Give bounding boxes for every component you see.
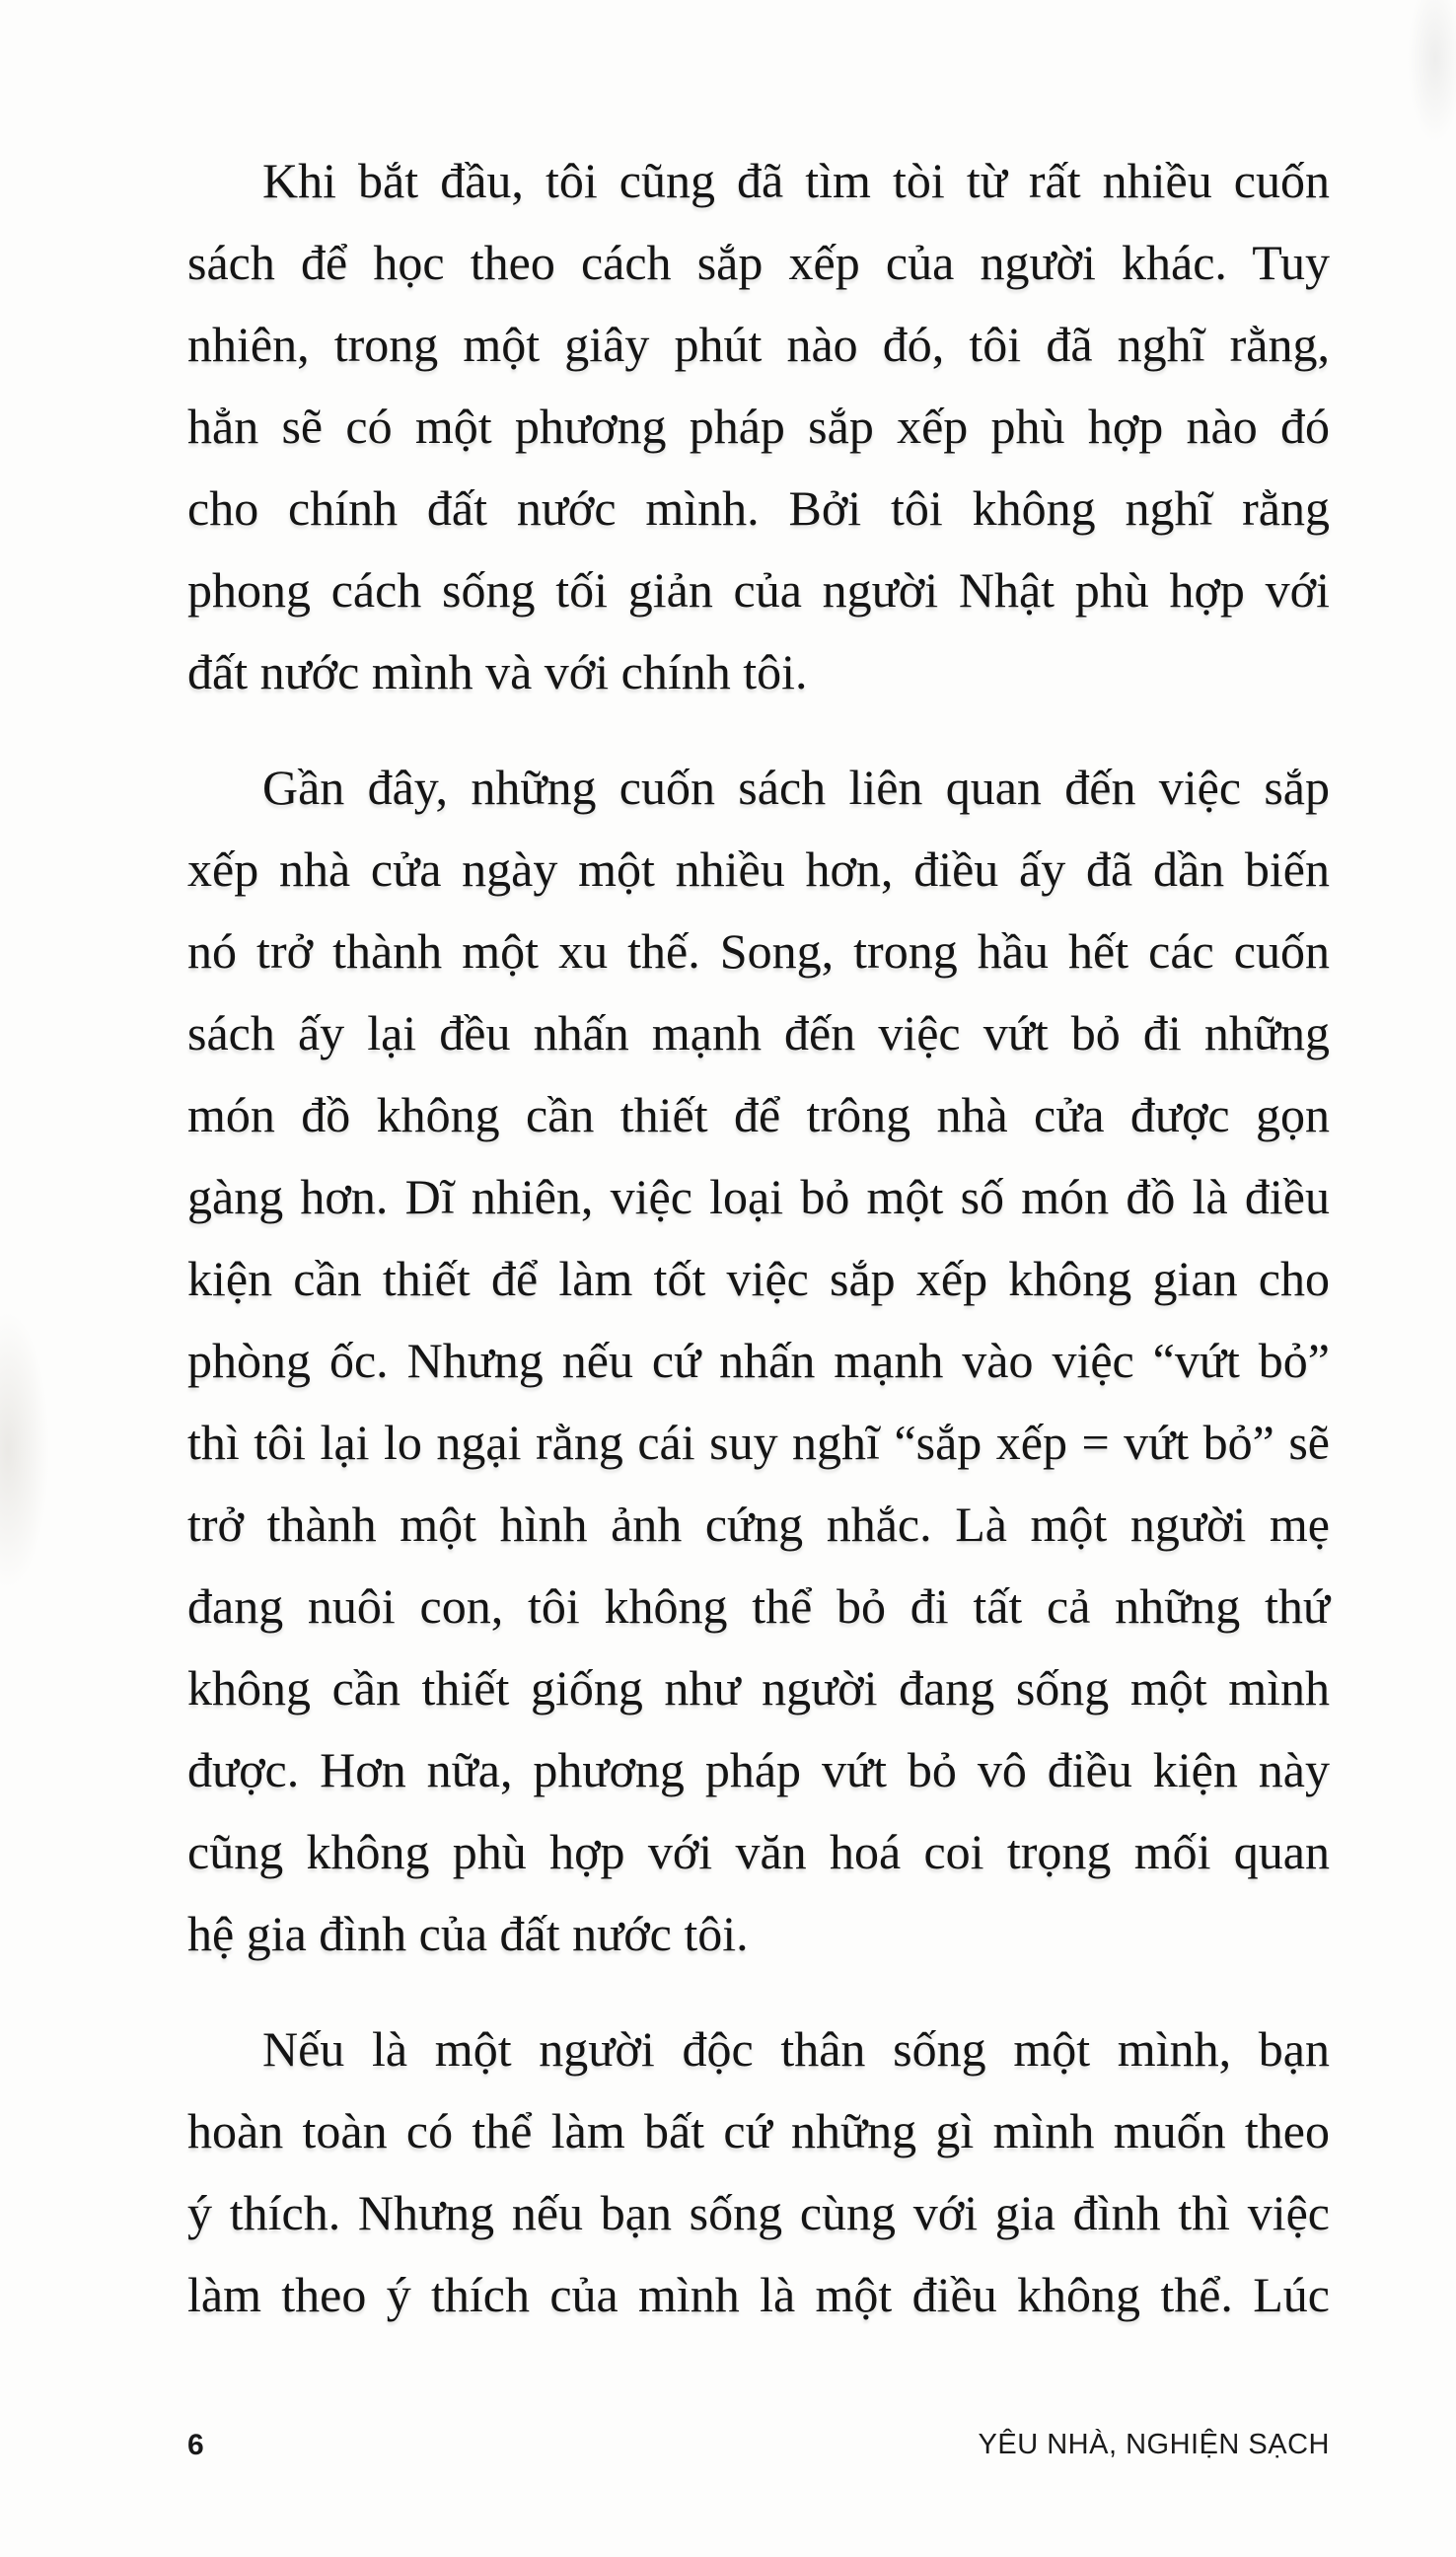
paragraph-2	[187, 747, 1330, 1975]
text-line: trở thành một hình ảnh cứng nhắc. Là một người mẹ	[187, 1497, 1330, 1552]
text-line: Nếu là một người độc thân sống một mình, bạn	[262, 2021, 1330, 2077]
paragraph-1	[187, 140, 1330, 713]
text-line: nó trở thành một xu thế. Song, trong hầu hết các cuốn	[187, 923, 1330, 979]
text-line: kiện cần thiết để làm tốt việc sắp xếp không gian cho	[187, 1251, 1330, 1306]
text-line: nhiên, trong một giây phút nào đó, tôi đã nghĩ rằng,	[187, 317, 1330, 372]
body-text	[187, 140, 1330, 2370]
text-line: làm theo ý thích của mình là một điều không thể. Lúc	[187, 2267, 1330, 2322]
text-line: Khi bắt đầu, tôi cũng đã tìm tòi từ rất nhiều cuốn	[262, 153, 1330, 208]
running-title: YÊU NHÀ, NGHIỆN SẠCH	[978, 2429, 1330, 2460]
text-line: sách để học theo cách sắp xếp của người khác. Tuy	[187, 235, 1330, 290]
text-line: sách ấy lại đều nhấn mạnh đến việc vứt bỏ đi những	[187, 1005, 1330, 1060]
text-line: hẳn sẽ có một phương pháp sắp xếp phù hợp nào đó	[187, 399, 1330, 454]
text-line: phong cách sống tối giản của người Nhật phù hợp với	[187, 562, 1330, 618]
text-line: Gần đây, những cuốn sách liên quan đến việc sắp	[262, 760, 1330, 815]
text-line: gàng hơn. Dĩ nhiên, việc loại bỏ một số món đồ là điều	[187, 1169, 1330, 1224]
text-line: cho chính đất nước mình. Bởi tôi không nghĩ rằng	[187, 480, 1330, 536]
page-number: 6	[187, 2429, 204, 2461]
page-footer	[187, 2429, 1330, 2468]
paragraph-3	[187, 2009, 1330, 2336]
text-line: đất nước mình và với chính tôi.	[187, 644, 808, 699]
text-line: thì tôi lại lo ngại rằng cái suy nghĩ “sắp xếp = vứt bỏ” sẽ	[187, 1415, 1330, 1470]
text-line: phòng ốc. Nhưng nếu cứ nhấn mạnh vào việc “vứt bỏ”	[187, 1333, 1330, 1388]
text-line: ý thích. Nhưng nếu bạn sống cùng với gia đình thì việc	[187, 2185, 1330, 2240]
text-line: hệ gia đình của đất nước tôi.	[187, 1906, 749, 1961]
text-line: được. Hơn nữa, phương pháp vứt bỏ vô điều kiện này	[187, 1742, 1330, 1797]
text-line: không cần thiết giống như người đang sống một mình	[187, 1660, 1330, 1716]
text-line: đang nuôi con, tôi không thể bỏ đi tất cả những thứ	[187, 1578, 1330, 1634]
text-line: xếp nhà cửa ngày một nhiều hơn, điều ấy đã dần biến	[187, 841, 1330, 897]
text-line: cũng không phù hợp với văn hoá coi trọng mối quan	[187, 1824, 1330, 1879]
text-line: món đồ không cần thiết để trông nhà cửa được gọn	[187, 1087, 1330, 1142]
text-line: hoàn toàn có thể làm bất cứ những gì mình muốn theo	[187, 2103, 1330, 2158]
